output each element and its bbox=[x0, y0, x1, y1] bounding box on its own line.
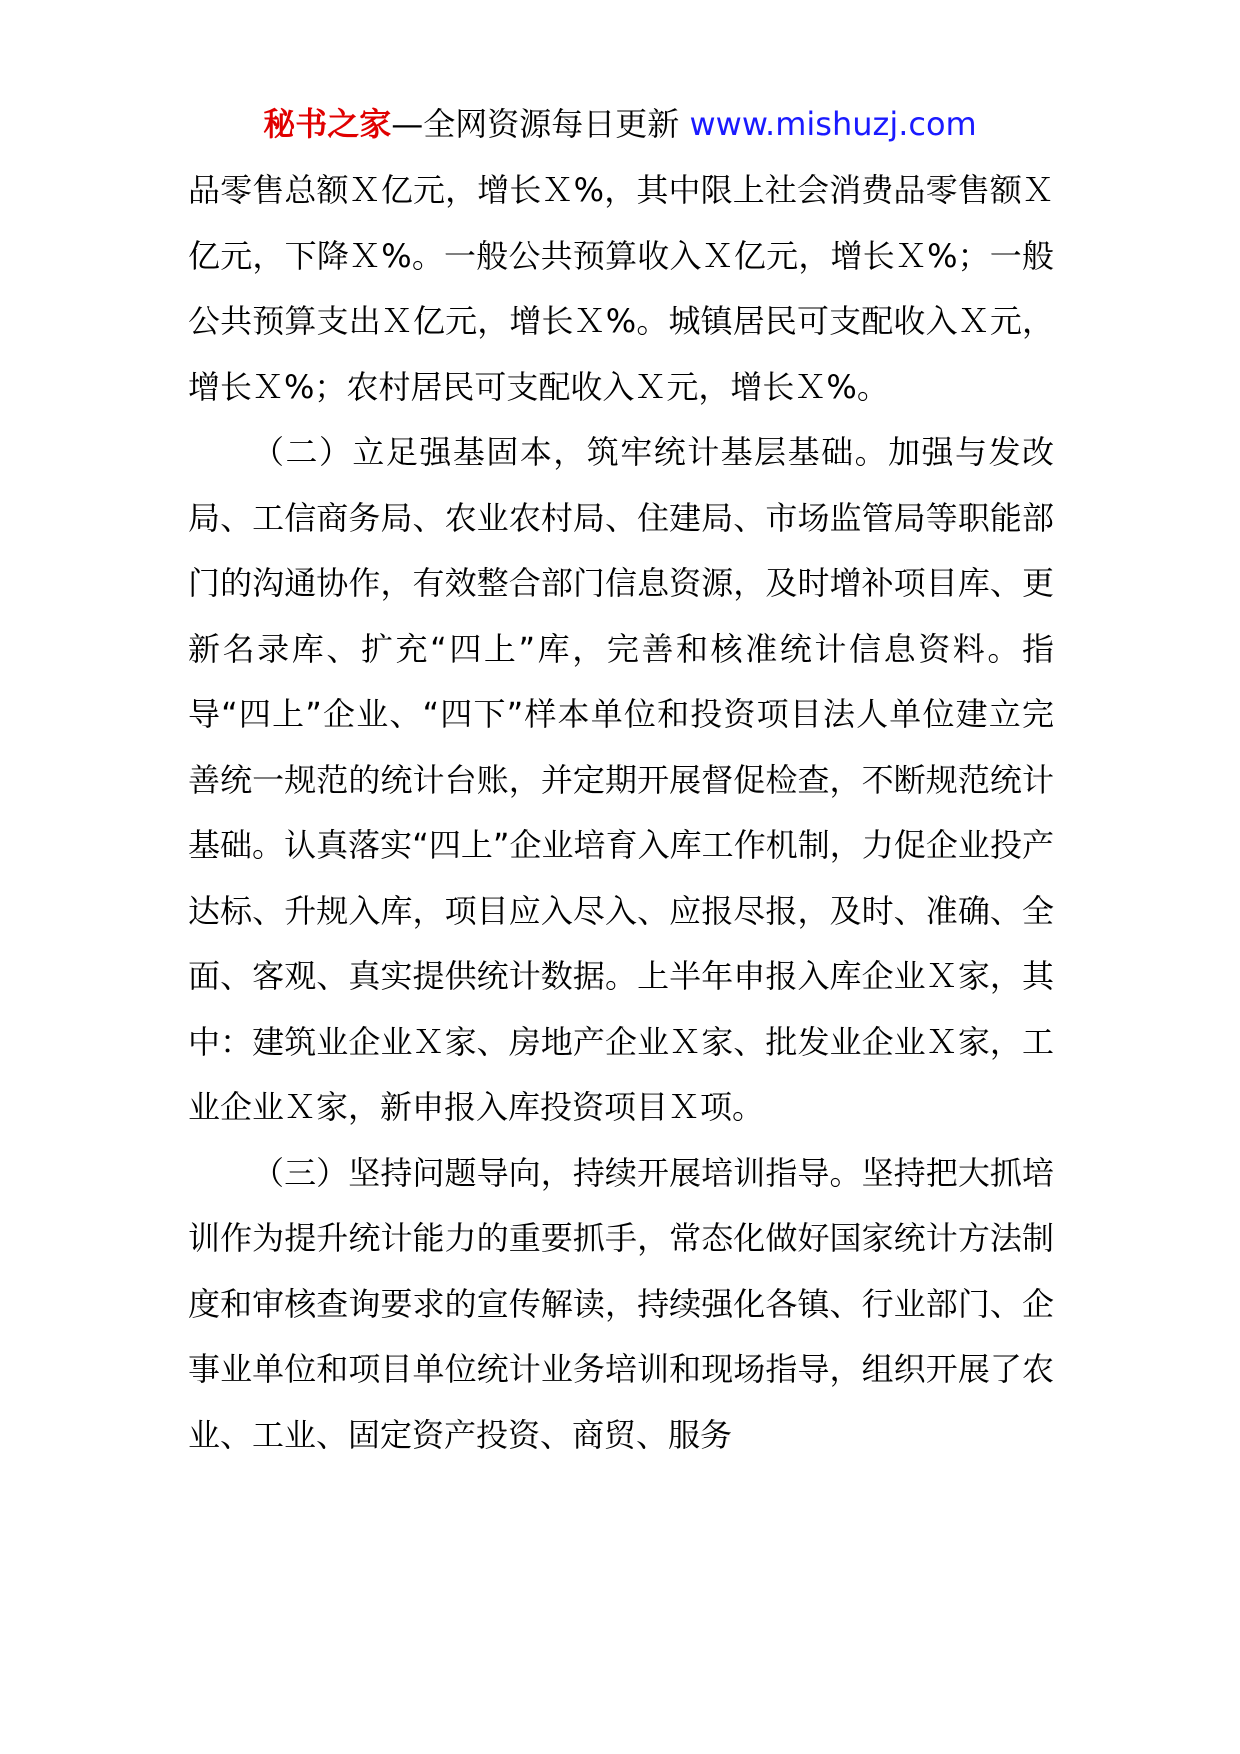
document-body bbox=[188, 158, 1054, 1468]
page-header bbox=[0, 100, 1240, 148]
paragraph-continuation: 品零售总额Ｘ亿元，增长Ｘ%，其中限上社会消费品零售额Ｘ亿元，下降Ｘ%。一般公共预算收入Ｘ亿元，增长Ｘ%；一般公共预算支出Ｘ亿元，增长Ｘ%。城镇居民可支配收入Ｘ元，增长Ｘ%；农村居民可支配收入Ｘ元，增长Ｘ%。 bbox=[188, 171, 1054, 406]
paragraph-section-2: （二）立足强基固本，筑牢统计基层基础。加强与发改局、工信商务局、农业农村局、住建局、市场监管局等职能部门的沟通协作，有效整合部门信息资源，及时增补项目库、更新名录库、扩充“四上”库，完善和核准统计信息资料。指导“四上”企业、“四下”样本单位和投资项目法人单位建立完善统一规范的统计台账，并定期开展督促检查，不断规范统计基础。认真落实“四上”企业培育入库工作机制，力促企业投产达标、升规入库，项目应入尽入、应报尽报，及时、准确、全面、客观、真实提供统计数据。上半年申报入库企业Ｘ家，其中：建筑业企业Ｘ家、房地产企业Ｘ家、批发业企业Ｘ家，工业企业Ｘ家，新申报入库投资项目Ｘ项。 bbox=[188, 433, 1054, 1126]
header-slogan: —全网资源每日更新 bbox=[391, 105, 690, 143]
paragraph-section-3: （三）坚持问题导向，持续开展培训指导。坚持把大抓培训作为提升统计能力的重要抓手，常态化做好国家统计方法制度和审核查询要求的宣传解读，持续强化各镇、行业部门、企事业单位和项目单位统计业务培训和现场指导，组织开展了农业、工业、固定资产投资、商贸、服务 bbox=[188, 1153, 1054, 1454]
brand-name: 秘书之家 bbox=[263, 105, 392, 143]
website-link[interactable]: www.mishuzj.com bbox=[689, 105, 977, 143]
